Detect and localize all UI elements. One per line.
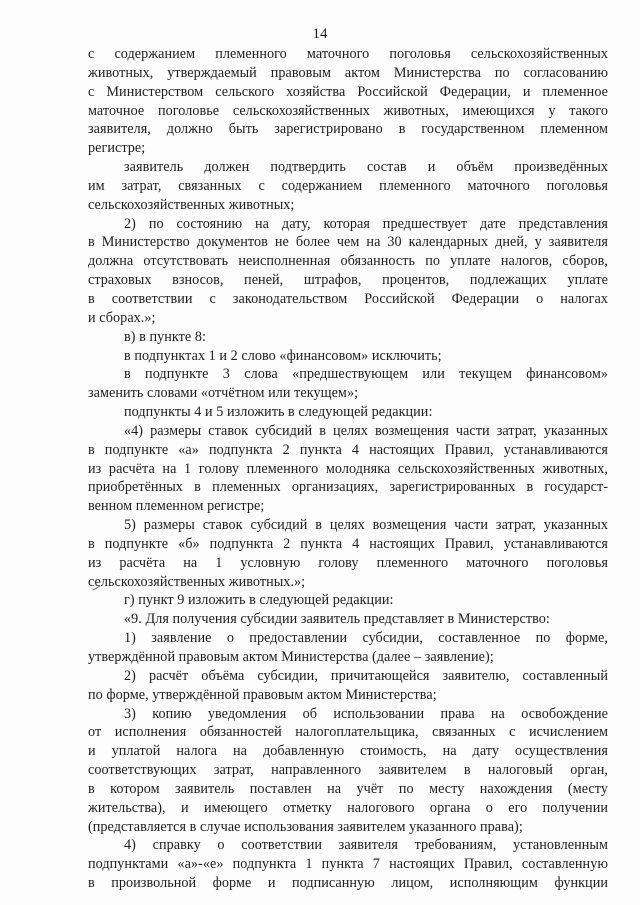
text-line: соответствующих затрат, направленного заявителем в налоговый орган, [88,762,608,779]
text-line: 5) размеры ставок субсидий в целях возмещения части затрат, указанных [124,517,608,534]
text-line: г) пункт 9 изложить в следующей редакции: [124,592,394,609]
text-line: утверждённой правовым актом Министерства (далее – заявление); [88,649,494,665]
text-line: в произвольной форме и подписанную лицом, исполняющим функции [88,875,608,892]
text-line: «4) размеры ставок субсидий в целях возмещения части затрат, указанных [124,422,608,439]
text-line: должна отсутствовать неисполненная обязанность по уплате налогов, сборов, [88,253,608,270]
text-line: страховых взносов, пеней, штрафов, процентов, подлежащих уплате [88,272,608,289]
text-line: жительства), и имеющего отметку налогового органа о его получении [88,799,608,816]
text-line: регистре; [88,140,146,157]
text-line: 4) справку о соответствии заявителя требованиям, установленным [124,837,608,854]
text-line: в котором заявитель поставлен на учёт по месту нахождения (месту [88,780,608,797]
text-line: с содержанием племенного маточного поголовья сельскохозяйственных [88,46,608,62]
text-line: подпункты 4 и 5 изложить в следующей редакции: [124,404,433,421]
text-line: сельскохозяйственных животных; [88,196,295,213]
text-line: заявителя, должно быть зарегистрировано в государственном племенном [88,121,608,138]
text-line: и сборах.»; [88,309,156,326]
text-line: заявитель должен подтвердить состав и объём произведённых [124,159,608,176]
text-line: в) в пункте 8: [124,328,206,345]
text-line: «9. Для получения субсидии заявитель представляет в Министерство: [124,611,550,628]
text-line: в подпункте 3 слова «предшествующем или текущем финансовом» [124,366,608,383]
text-line: в соответствии с законодательством Российской Федерации о налогах [88,290,608,307]
page-number: 14 [312,26,328,42]
text-line: из расчёта на 1 голову племенного молодняка сельскохозяйственных животных, [88,460,608,477]
text-line: венном племенном регистре; [88,498,265,515]
text-line: 1) заявление о предоставлении субсидии, составленное по форме, [124,630,608,647]
text-line: 2) по состоянию на дату, которая предшествует дате представления [124,215,608,232]
text-line: маточное поголовье сельскохозяйственных животных, имеющихся у такого [88,102,608,119]
text-line: в Министерство документов не более чем на 30 календарных дней, у заявителя [88,234,608,251]
text-line: 3) копию уведомления об использовании права на освобождение [124,705,608,722]
text-line: из расчёта на 1 условную голову племенного маточного поголовья [88,554,608,571]
text-line: по форме, утверждённой правовым актом Министерства; [88,686,437,703]
text-line: животных, утверждаемый правовым актом Министерства по согласованию [88,64,608,81]
text-line: от исполнения обязанностей налогоплательщика, связанных с исчислением [88,724,608,741]
text-line: в подпунктах 1 и 2 слово «финансовом» исключить; [124,347,442,364]
text-line: 2) расчёт объёма субсидии, причитающейся заявителю, составленный [124,667,608,684]
text-line: в подпункте «а» подпункта 2 пункта 4 настоящих Правил, устанавливаются [88,441,608,458]
text-line: сельскохозяйственных животных.»; [88,573,306,590]
text-line: (представляется в случае использования заявителем указанного права); [88,818,523,835]
text-line: заменить словами «отчётном или текущем»; [88,385,359,402]
document-body [88,45,608,893]
text-line: в подпункте «б» подпункта 2 пункта 4 настоящих Правил, устанавливаются [88,535,608,552]
text-line: им затрат, связанных с содержанием племенного маточного поголовья [88,177,608,194]
text-line: с Министерством сельского хозяйства Российской Федерации, и племенное [88,83,608,100]
text-line: и уплатой налога на добавленную стоимость, на дату осуществления [88,743,608,760]
text-line: подпунктами «а»-«е» подпункта 1 пункта 7 настоящих Правил, составленную [88,856,608,873]
text-line: приобретённых в племенных организациях, зарегистрированных в государст- [88,479,608,496]
